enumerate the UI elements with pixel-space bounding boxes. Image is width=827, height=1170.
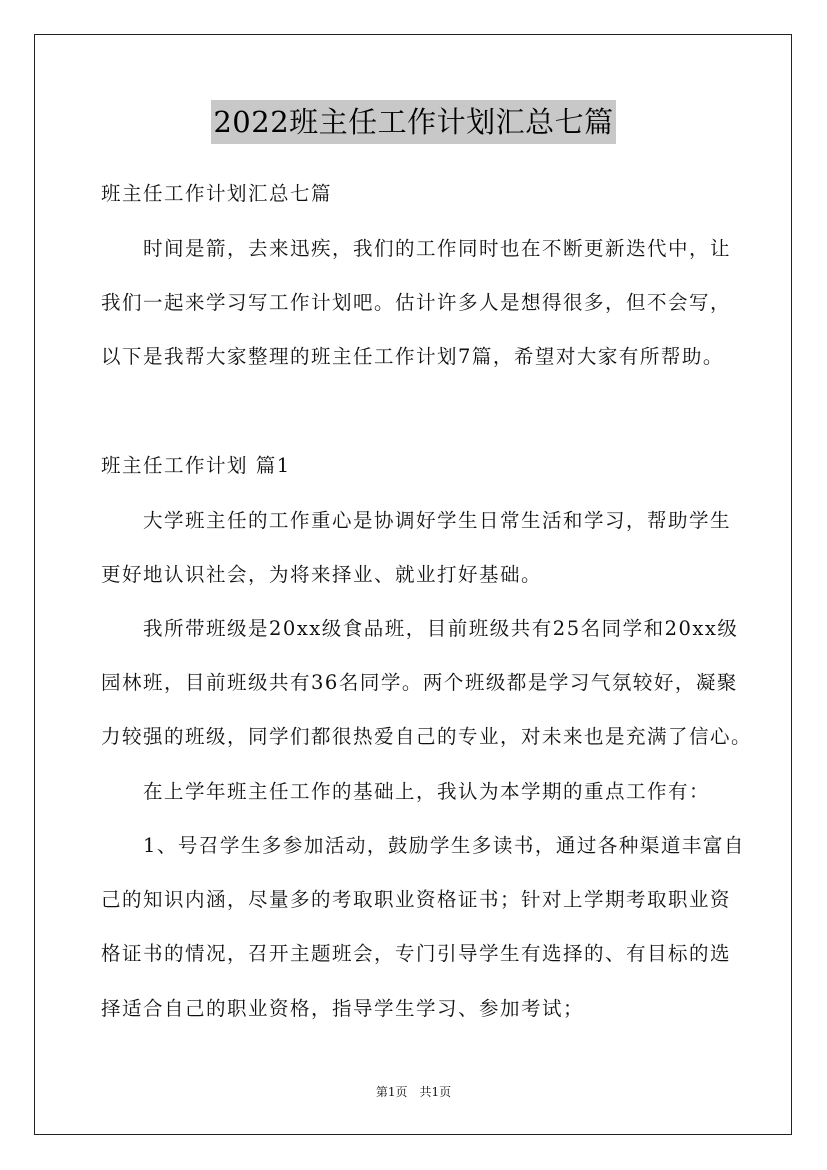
intro-line-1: 时间是箭，去来迅疾，我们的工作同时也在不断更新迭代中，让 [143,237,732,260]
body-line-8: 己的知识内涵，尽量多的考取职业资格证书；针对上学期考取职业资 [101,888,732,911]
intro-line-2: 我们一起来学习写工作计划吧。估计许多人是想得很多，但不会写， [101,291,732,314]
document-title: 2022班主任工作计划汇总七篇 [211,100,615,144]
body-line-10: 择适合自己的职业资格，指导学生学习、参加考试； [101,997,585,1020]
body-line-2: 更好地认识社会，为将来择业、就业打好基础。 [101,563,543,586]
body-line-3: 我所带班级是20xx级食品班，目前班级共有25名同学和20xx级 [143,617,739,640]
body-line-4: 园林班，目前班级共有36名同学。两个班级都是学习气氛较好，凝聚 [101,671,738,694]
document-title-wrapper [0,100,827,144]
document-subtitle: 班主任工作计划汇总七篇 [101,182,333,205]
page-footer: 第1页 共1页 [375,1085,452,1099]
body-line-6: 在上学年班主任工作的基础上，我认为本学期的重点工作有： [143,780,711,803]
body-line-7: 1、号召学生多参加活动，鼓励学生多读书，通过各种渠道丰富自 [143,834,745,857]
section-heading: 班主任工作计划 篇1 [101,454,291,477]
intro-line-3: 以下是我帮大家整理的班主任工作计划7篇，希望对大家有所帮助。 [101,345,724,368]
body-line-5: 力较强的班级，同学们都很热爱自己的专业，对未来也是充满了信心。 [101,725,753,748]
body-line-9: 格证书的情况，召开主题班会，专门引导学生有选择的、有目标的选 [101,942,732,965]
body-line-1: 大学班主任的工作重心是协调好学生日常生活和学习，帮助学生 [143,509,732,532]
